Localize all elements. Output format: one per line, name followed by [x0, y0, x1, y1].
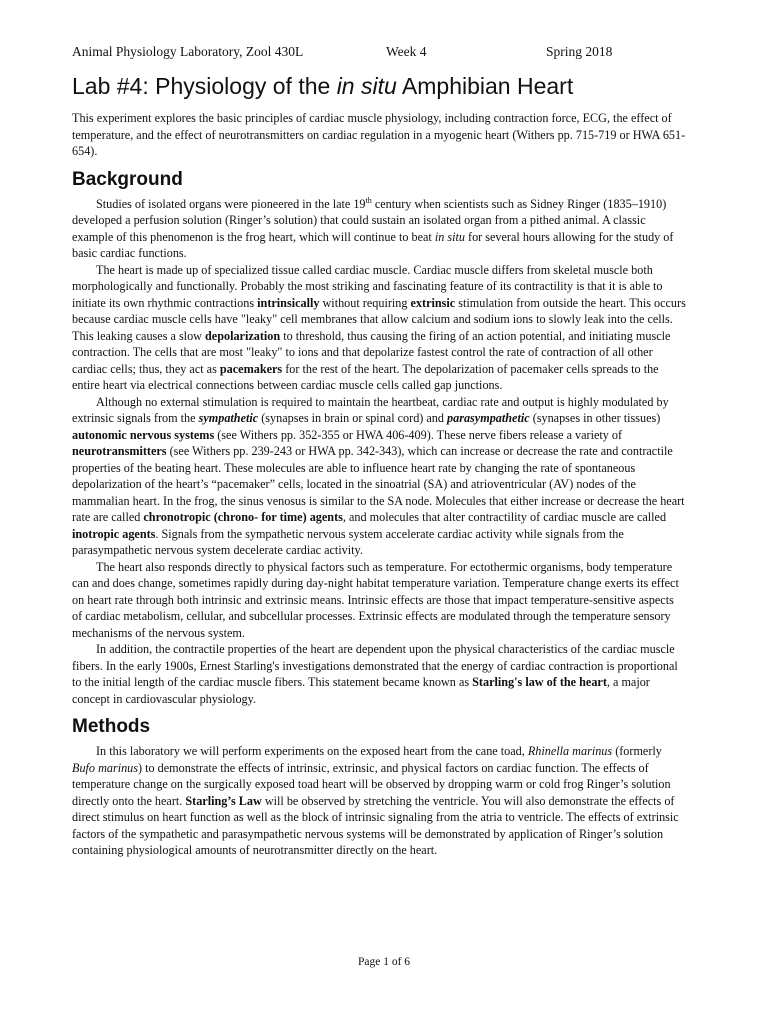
background-paragraph-5: In addition, the contractile properties of the heart are dependent upon the physical characteristics of the cardiac muscle fibers. In the early 1900s, Ernest Starling's investigations demonstrated that the energy of cardiac contraction is proportional to the initial length of the cardiac muscle fibers. This statement became known as Starling's law of the heart, a major concept in cardiovascular physiology.: [72, 642, 678, 706]
title-italic: in situ: [336, 73, 397, 99]
running-header: [72, 40, 686, 62]
header-term: Spring 2018: [546, 44, 613, 59]
methods-heading: Methods: [72, 716, 151, 737]
intro-paragraph: This experiment explores the basic principles of cardiac muscle physiology, including contraction force, ECG, the effect of temperature, and the effect of neurotransmitters on cardiac regulation in a myogenic heart (Withers pp. 715-719 or HWA 651-654).: [72, 111, 686, 158]
header-course: Animal Physiology Laboratory, Zool 430L: [72, 44, 304, 59]
background-heading: Background: [72, 168, 183, 190]
title-suffix: Amphibian Heart: [396, 73, 574, 99]
header-week: Week 4: [386, 44, 427, 59]
page-number: Page 1 of 6: [357, 956, 411, 968]
page-title: [72, 72, 686, 100]
background-paragraph-2: The heart is made up of specialized tissue called cardiac muscle. Cardiac muscle differs from skeletal muscle both morphologically and functionally. Probably the most striking and fascinating feature of its contractility is that it is able to initiate its own rhythmic contractions intrinsically without requiring extrinsic stimulation from outside the heart. This occurs because cardiac muscle cells have "leaky" cell membranes that allow calcium and sodium ions to slowly leak into the cells. This leaking causes a slow depolarization to threshold, thus causing the firing of an action potential, and initiating muscle contraction. The cells that are most "leaky" to ions and that depolarize fastest control the rate of contraction of all other cardiac cells; thus, they act as pacemakers for the rest of the heart. The depolarization of pacemaker cells spreads to the entire heart via electrical connections between cardiac muscle cells called gap junctions.: [72, 262, 686, 392]
document-page: [72, 40, 686, 859]
background-paragraph-4: The heart also responds directly to physical factors such as temperature. For ectothermic organisms, body temperature can and does change, sometimes rapidly during day-night habitat temperature variation. Temperature change exerts its effect on heart rate through both intrinsic and extrinsic means. Intrinsic effects are those that impact temperature-sensitive aspects of cardiac metabolism, cellular, and subcellular processes. Extrinsic effects are modulated through the temperature sensory mechanisms of the nervous system.: [72, 559, 679, 640]
methods-paragraph-1: In this laboratory we will perform experiments on the exposed heart from the cane toad, Rhinella marinus (formerly Bufo marinus) to demonstrate the effects of intrinsic, extrinsic, and physical factors on cardiac function. The effects of temperature change on the surgically exposed toad heart will be observed by dropping warm or cold frog Ringer’s solution directly onto the heart. Starling’s Law will be observed by stretching the ventricle. You will also demonstrate the effects of direct stimulus on heart function as well as the block of intrinsic signaling from the atria to ventricle. The effects of extrinsic factors of the sympathetic and parasympathetic nervous systems will be demonstrated by application of Ringer’s solution containing physiological amounts of neurotransmitter directly on the heart.: [72, 744, 679, 857]
background-paragraph-3: Although no external stimulation is required to maintain the heartbeat, cardiac rate and output is highly modulated by extrinsic signals from the sympathetic (synapses in brain or spinal cord) and parasympathetic (synapses in other tissues) autonomic nervous systems (see Withers pp. 352-355 or HWA 406-409). These nerve fibers release a variety of neurotransmitters (see Withers pp. 239-243 or HWA pp. 342-343), which can increase or decrease the rate and contractile properties of the beating heart. These molecules are able to influence heart rate by changing the rate of spontaneous depolarization of the heart’s “pacemaker” cells, located in the sinoatrial (SA) and atrioventricular (AV) nodes of the mammalian heart. In the frog, the sinus venosus is similar to the SA node. Molecules that either increase or decrease the heart rate are called chronotropic (chrono- for time) agents, and molecules that alter contractility of cardiac muscle are called inotropic agents. Signals from the sympathetic nervous system accelerate cardiac activity while signals from the parasympathetic nervous system decelerate cardiac activity.: [72, 394, 685, 557]
background-paragraph-1: Studies of isolated organs were pioneered in the late 19th century when scientists such as Sidney Ringer (1835–1910) developed a perfusion solution (Ringer’s solution) that could sustain an isolated organ from a pithed animal. A classic example of this phenomenon is the frog heart, which will continue to beat in situ for several hours allowing for the study of basic cardiac functions.: [72, 195, 674, 260]
title-prefix: Lab #4: Physiology of the: [72, 73, 337, 99]
